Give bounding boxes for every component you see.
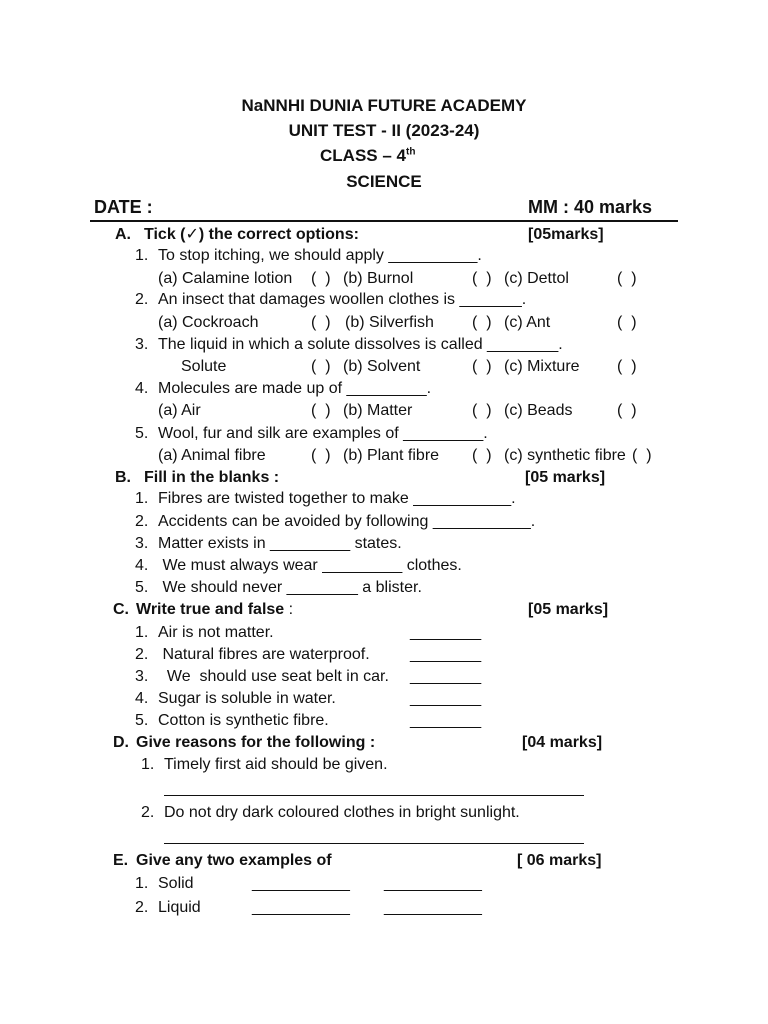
section-c-letter: C. bbox=[113, 601, 129, 618]
item-number: 3. bbox=[135, 668, 149, 685]
answer-blank: ___________ bbox=[384, 875, 482, 892]
section-c-title-text: Write true and false bbox=[136, 601, 285, 618]
question-number: 5. bbox=[135, 425, 149, 442]
option-c: (c) Mixture bbox=[504, 358, 580, 375]
class-superscript: th bbox=[405, 146, 416, 158]
option-c: (c) Ant bbox=[504, 314, 551, 331]
item-number: 2. bbox=[135, 646, 149, 663]
answer-paren: ( ) bbox=[617, 402, 637, 419]
section-a-marks: [05marks] bbox=[528, 226, 604, 243]
answer-line bbox=[164, 843, 584, 844]
option-b: (b) Burnol bbox=[343, 270, 414, 287]
answer-paren: ( ) bbox=[311, 314, 331, 331]
answer-paren: ( ) bbox=[617, 314, 637, 331]
option-a: (a) Calamine lotion bbox=[158, 270, 293, 287]
school-name: NaNNHI DUNIA FUTURE ACADEMY bbox=[241, 96, 527, 115]
answer-paren: ( ) bbox=[472, 402, 492, 419]
answer-blank: ________ bbox=[410, 624, 482, 641]
question-text: To stop itching, we should apply __________. bbox=[158, 247, 482, 264]
section-c-title bbox=[136, 600, 293, 620]
fill-blank-item: We must always wear _________ clothes. bbox=[158, 557, 462, 574]
option-b: (b) Solvent bbox=[343, 358, 421, 375]
true-false-item: Natural fibres are waterproof. bbox=[158, 646, 370, 663]
answer-paren: ( ) bbox=[311, 447, 331, 464]
section-a-letter: A. bbox=[115, 226, 131, 243]
option-c: (c) Beads bbox=[504, 402, 573, 419]
answer-paren: ( ) bbox=[472, 270, 492, 287]
answer-blank: ___________ bbox=[252, 899, 350, 916]
item-number: 3. bbox=[135, 535, 149, 552]
question-text: An insect that damages woollen clothes is _______. bbox=[158, 291, 527, 308]
section-d-marks: [04 marks] bbox=[522, 734, 603, 751]
answer-paren: ( ) bbox=[472, 447, 492, 464]
section-d-letter: D. bbox=[113, 734, 129, 751]
fill-blank-item: Matter exists in _________ states. bbox=[158, 535, 402, 552]
true-false-item: Sugar is soluble in water. bbox=[158, 690, 336, 707]
answer-blank: ________ bbox=[410, 646, 482, 663]
section-c-marks: [05 marks] bbox=[528, 601, 609, 618]
answer-blank: ___________ bbox=[252, 875, 350, 892]
reason-question: Timely first aid should be given. bbox=[164, 756, 388, 773]
reason-question: Do not dry dark coloured clothes in bright sunlight. bbox=[164, 804, 520, 821]
section-c-title-colon: : bbox=[284, 601, 294, 618]
item-number: 1. bbox=[141, 756, 155, 773]
option-a: Solute bbox=[181, 358, 227, 375]
question-number: 3. bbox=[135, 336, 149, 353]
fill-blank-item: Fibres are twisted together to make ___________. bbox=[158, 490, 516, 507]
question-number: 1. bbox=[135, 247, 149, 264]
option-a: (a) Animal fibre bbox=[158, 447, 266, 464]
option-c: (c) Dettol bbox=[504, 270, 569, 287]
answer-blank: ________ bbox=[410, 690, 482, 707]
option-c: (c) synthetic fibre bbox=[504, 447, 626, 464]
answer-paren: ( ) bbox=[311, 270, 331, 287]
true-false-item: We should use seat belt in car. bbox=[158, 668, 389, 685]
section-e-letter: E. bbox=[113, 852, 129, 869]
item-number: 2. bbox=[141, 804, 155, 821]
class-label bbox=[320, 146, 415, 166]
item-number: 4. bbox=[135, 690, 149, 707]
item-number: 5. bbox=[135, 712, 149, 729]
example-category: Liquid bbox=[158, 899, 201, 916]
answer-paren: ( ) bbox=[632, 447, 652, 464]
section-b-marks: [05 marks] bbox=[525, 469, 606, 486]
header-divider bbox=[90, 220, 678, 222]
section-e-title: Give any two examples of bbox=[136, 852, 332, 869]
section-d-title: Give reasons for the following : bbox=[136, 734, 376, 751]
section-a-title: Tick (✓) the correct options: bbox=[144, 226, 359, 243]
item-number: 5. bbox=[135, 579, 149, 596]
section-b-title: Fill in the blanks : bbox=[144, 469, 280, 486]
answer-paren: ( ) bbox=[617, 270, 637, 287]
fill-blank-item: We should never ________ a blister. bbox=[158, 579, 422, 596]
true-false-item: Cotton is synthetic fibre. bbox=[158, 712, 329, 729]
question-number: 2. bbox=[135, 291, 149, 308]
answer-blank: ___________ bbox=[384, 899, 482, 916]
question-text: The liquid in which a solute dissolves is called ________. bbox=[158, 336, 563, 353]
option-a: (a) Air bbox=[158, 402, 201, 419]
answer-blank: ________ bbox=[410, 712, 482, 729]
item-number: 1. bbox=[135, 490, 149, 507]
item-number: 1. bbox=[135, 624, 149, 641]
fill-blank-item: Accidents can be avoided by following ___________. bbox=[158, 513, 536, 530]
item-number: 2. bbox=[135, 513, 149, 530]
question-text: Molecules are made up of _________. bbox=[158, 380, 432, 397]
item-number: 2. bbox=[135, 899, 149, 916]
question-text: Wool, fur and silk are examples of _________. bbox=[158, 425, 488, 442]
test-title: UNIT TEST - II (2023-24) bbox=[288, 121, 480, 140]
option-a: (a) Cockroach bbox=[158, 314, 259, 331]
class-text: CLASS – 4 bbox=[320, 146, 406, 165]
answer-paren: ( ) bbox=[311, 358, 331, 375]
section-e-marks: [ 06 marks] bbox=[517, 852, 602, 869]
option-b: (b) Matter bbox=[343, 402, 413, 419]
item-number: 4. bbox=[135, 557, 149, 574]
answer-paren: ( ) bbox=[472, 314, 492, 331]
example-category: Solid bbox=[158, 875, 194, 892]
question-number: 4. bbox=[135, 380, 149, 397]
option-b: (b) Plant fibre bbox=[343, 447, 440, 464]
answer-blank: ________ bbox=[410, 668, 482, 685]
date-label: DATE : bbox=[94, 197, 153, 217]
subject-title: SCIENCE bbox=[346, 172, 422, 191]
answer-paren: ( ) bbox=[617, 358, 637, 375]
option-b: (b) Silverfish bbox=[345, 314, 434, 331]
answer-paren: ( ) bbox=[472, 358, 492, 375]
true-false-item: Air is not matter. bbox=[158, 624, 274, 641]
section-b-letter: B. bbox=[115, 469, 131, 486]
answer-line bbox=[164, 795, 584, 796]
answer-paren: ( ) bbox=[311, 402, 331, 419]
item-number: 1. bbox=[135, 875, 149, 892]
max-marks: MM : 40 marks bbox=[528, 197, 653, 217]
